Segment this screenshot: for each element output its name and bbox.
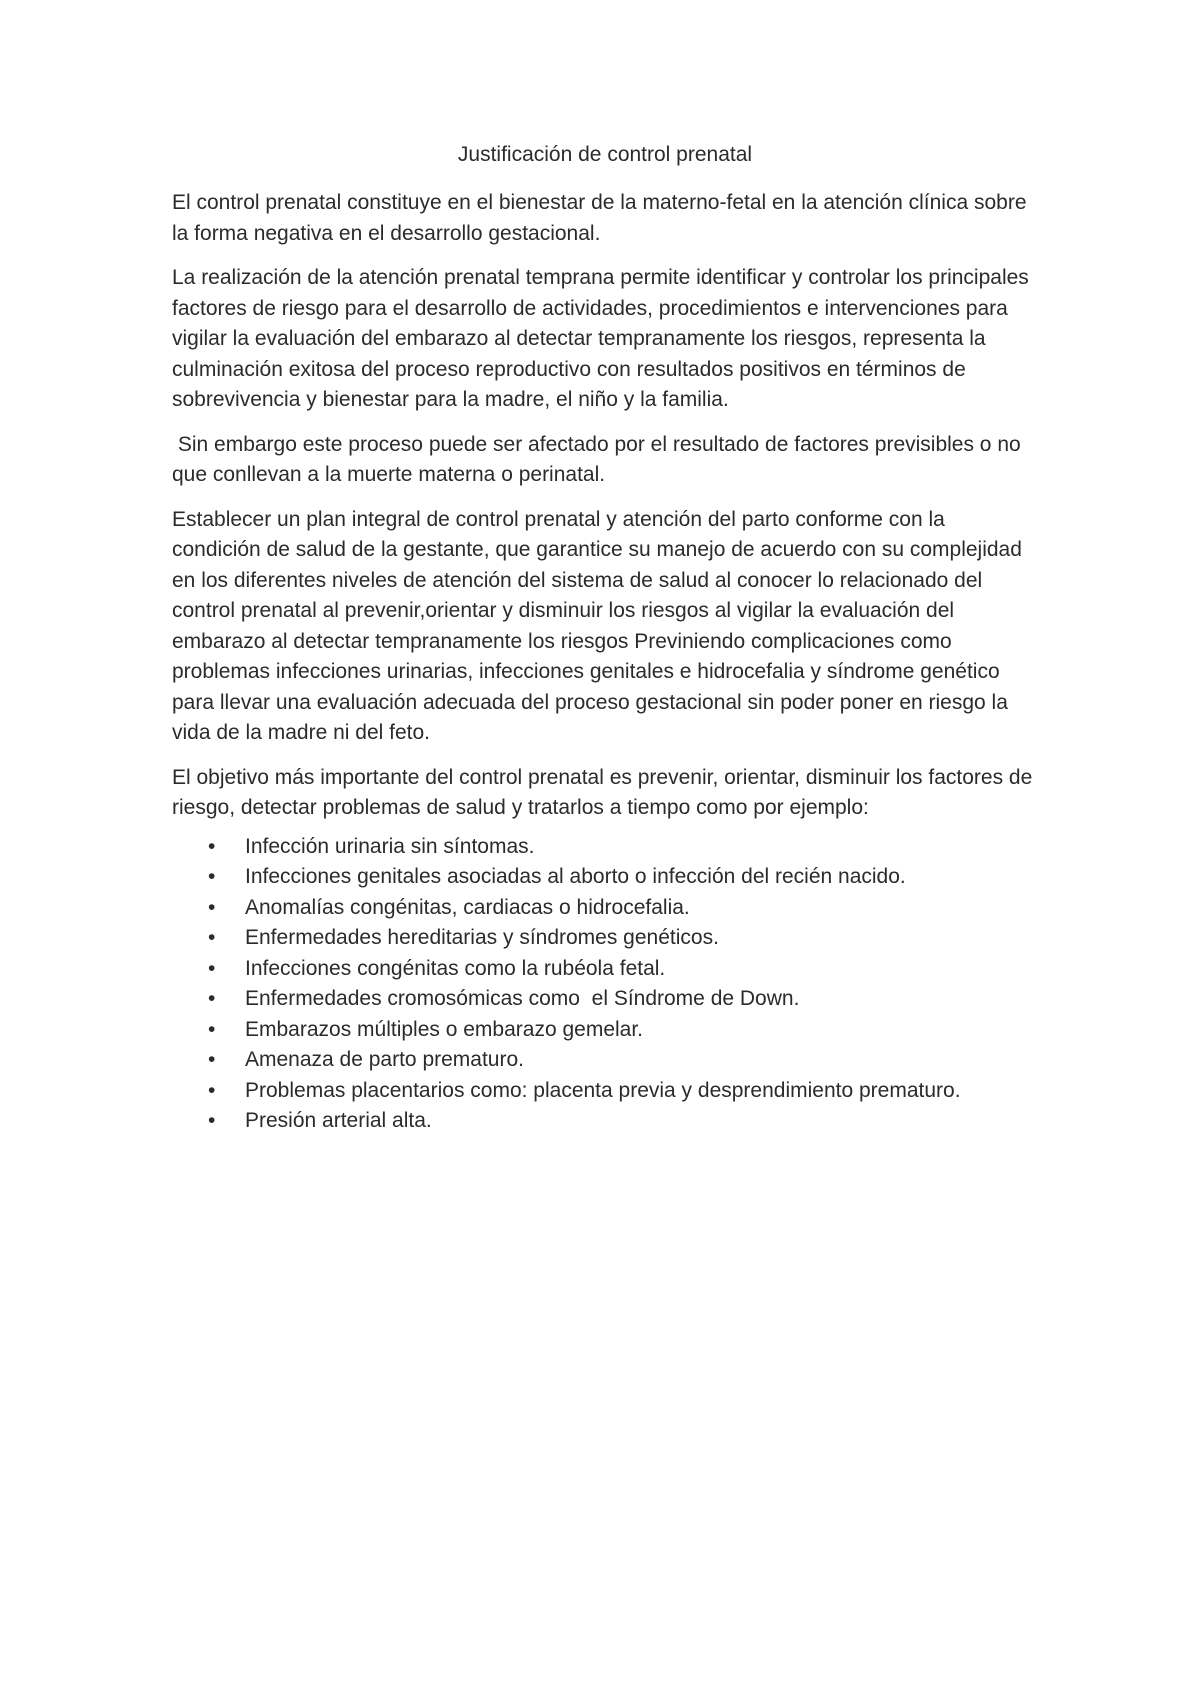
risk-list (172, 832, 1038, 1137)
list-item-text: Anomalías congénitas, cardiacas o hidrocefalia. (245, 895, 690, 919)
bullet-icon: • (208, 956, 216, 980)
list-item (172, 923, 1038, 954)
list-item-text: Enfermedades hereditarias y síndromes genéticos. (245, 926, 719, 949)
list-item (172, 954, 1038, 985)
list-item (172, 1045, 1038, 1076)
document-body (172, 140, 1038, 1137)
bullet-icon: • (208, 926, 216, 949)
bullet-icon: • (208, 1109, 216, 1132)
list-item-text: Enfermedades cromosómicas como el Síndrome de Down. (245, 987, 800, 1010)
list-item (172, 893, 1038, 924)
paragraph-objective: El objetivo más importante del control prenatal es prevenir, orientar, disminuir los factores de riesgo, detectar problemas de salud y tratarlos a tiempo como por ejemplo: (172, 765, 1033, 819)
list-item (172, 832, 1038, 863)
list-item-text: Problemas placentarios como: placenta previa y desprendimiento prematuro. (245, 1078, 961, 1102)
paragraph-plan: Establecer un plan integral de control prenatal y atención del parto conforme con la condición de salud de la gestante, que garantice su manejo de acuerdo con su complejidad en los diferentes niveles de atención del sistema de salud al conocer lo relacionado del control prenatal al prevenir,orientar y disminuir los riesgos al vigilar la evaluación del embarazo al detectar tempranamente los riesgos Previniendo complicaciones como problemas infecciones urinarias, infecciones genitales e hidrocefalia y síndrome genético para llevar una evaluación adecuada del proceso gestacional sin poder poner en riesgo la vida de la madre ni del feto. (172, 507, 1022, 744)
list-item-text: Presión arterial alta. (245, 1109, 432, 1132)
bullet-icon: • (208, 865, 216, 888)
paragraph-intro: El control prenatal constituye en el bienestar de la materno-fetal en la atención clínica sobre la forma negativa en el desarrollo gestacional. (172, 191, 1027, 245)
bullet-icon: • (208, 1048, 216, 1071)
list-item-text: Embarazos múltiples o embarazo gemelar. (245, 1017, 644, 1041)
list-item-text: Infección urinaria sin síntomas. (245, 834, 535, 858)
paragraph-early-care: La realización de la atención prenatal temprana permite identificar y controlar los principales factores de riesgo para el desarrollo de actividades, procedimientos e intervenciones para vigilar la evaluación del embarazo al detectar tempranamente los riesgos, representa la culminación exitosa del proceso reproductivo con resultados positivos en términos de sobrevivencia y bienestar para la madre, el niño y la familia. (172, 266, 1029, 411)
bullet-icon: • (208, 987, 216, 1010)
list-item (172, 1076, 1038, 1107)
list-item (172, 1106, 1038, 1137)
list-item-text: Infecciones genitales asociadas al aborto o infección del recién nacido. (245, 865, 906, 888)
document-title: Justificación de control prenatal (457, 143, 753, 166)
list-item (172, 984, 1038, 1015)
bullet-icon: • (208, 895, 216, 919)
bullet-icon: • (208, 834, 216, 858)
list-item (172, 1015, 1038, 1046)
bullet-icon: • (208, 1017, 216, 1041)
paragraph-risks: Sin embargo este proceso puede ser afectado por el resultado de factores previsibles o no que conllevan a la muerte materna o perinatal. (172, 432, 1027, 486)
bullet-icon: • (208, 1078, 216, 1102)
list-item-text: Infecciones congénitas como la rubéola fetal. (245, 956, 666, 980)
list-item (172, 862, 1038, 893)
list-item-text: Amenaza de parto prematuro. (245, 1048, 524, 1071)
